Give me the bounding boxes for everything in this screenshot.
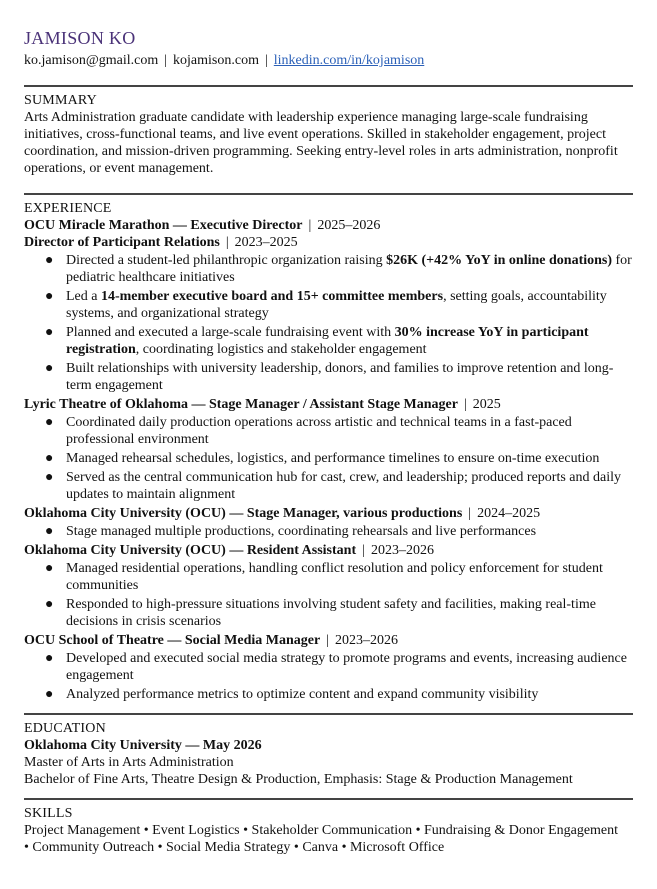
job-header bbox=[24, 632, 633, 649]
bullet-text: Built relationships with university leadership, donors, and families to improve retention and long-term engagement bbox=[66, 361, 614, 393]
job-title: OCU Miracle Marathon — Executive Director bbox=[24, 218, 303, 233]
separator: | bbox=[164, 53, 168, 68]
bullet-text: Stage managed multiple productions, coordinating rehearsals and live performances bbox=[66, 524, 537, 539]
section-divider bbox=[24, 193, 633, 195]
bullet-text: Planned and executed a large-scale fundraising event with bbox=[66, 325, 395, 340]
bullet-item bbox=[24, 650, 633, 684]
bullet-item bbox=[24, 288, 633, 322]
experience-list bbox=[24, 217, 633, 703]
bullet-text: Served as the central communication hub for cast, crew, and leadership; produced reports and daily updates to maintain alignment bbox=[66, 470, 622, 502]
job-dates: 2024–2025 bbox=[477, 506, 541, 521]
bullet-item bbox=[24, 360, 633, 394]
job-subdates: 2023–2025 bbox=[234, 235, 298, 250]
bullet-item bbox=[24, 324, 633, 358]
bullet-list bbox=[24, 252, 633, 394]
separator: | bbox=[362, 543, 365, 558]
section-divider bbox=[24, 798, 633, 800]
job-header bbox=[24, 542, 633, 559]
experience-heading: EXPERIENCE bbox=[24, 201, 112, 216]
bullet-icon: ● bbox=[45, 289, 54, 304]
bullet-text: Responded to high-pressure situations involving student safety and facilities, making real-time decisions in crisis scenarios bbox=[66, 597, 596, 629]
bullet-icon: ● bbox=[45, 415, 54, 430]
bullet-icon: ● bbox=[45, 597, 54, 612]
bullet-text: Directed a student-led philanthropic organization raising bbox=[66, 253, 387, 268]
bullet-text: Coordinated daily production operations across artistic and technical teams in a fast-paced professional environment bbox=[66, 415, 572, 447]
separator: | bbox=[468, 506, 472, 521]
bullet-item bbox=[24, 252, 633, 286]
bullet-item bbox=[24, 596, 633, 630]
bullet-text: for pediatric healthcare initiatives bbox=[66, 253, 632, 285]
bullet-text: , coordinating logistics and stakeholder engagement bbox=[135, 342, 427, 357]
bullet-text: Analyzed performance metrics to optimize content and expand community visibility bbox=[66, 687, 539, 702]
bullet-list bbox=[24, 414, 633, 503]
education-degree: Bachelor of Fine Arts, Theatre Design & Production, Emphasis: Stage & Production Management bbox=[24, 772, 573, 787]
bullet-icon: ● bbox=[45, 524, 54, 539]
bullet-icon: ● bbox=[45, 361, 54, 376]
bullet-text: Managed residential operations, handling conflict resolution and policy enforcement for student communities bbox=[66, 561, 603, 593]
education-degree: Master of Arts in Arts Administration bbox=[24, 755, 234, 770]
bullet-icon: ● bbox=[45, 470, 54, 485]
bullet-icon: ● bbox=[45, 325, 54, 340]
email-text: ko.jamison@gmail.com bbox=[24, 53, 159, 68]
bullet-item bbox=[24, 450, 633, 467]
education-school: Oklahoma City University — May 2026 bbox=[24, 738, 262, 753]
job-dates: 2025–2026 bbox=[317, 218, 381, 233]
bullet-highlight: $26K (+42% YoY in online donations) bbox=[386, 253, 613, 268]
bullet-text: Developed and executed social media strategy to promote programs and events, increasing audience engagement bbox=[66, 651, 627, 683]
summary-text: Arts Administration graduate candidate with leadership experience managing large-scale fundraising initiatives, cross-functional teams, and live event operations. Skilled in stakeholder engagement, project coordination, and mission-driven programming. Seeking entry-level roles in arts administration, nonprofit operations, or event management. bbox=[24, 110, 618, 176]
skills-heading: SKILLS bbox=[24, 806, 73, 821]
bullet-item bbox=[24, 686, 633, 703]
job-header bbox=[24, 217, 633, 234]
job-subtitle: Director of Participant Relations bbox=[24, 235, 220, 250]
section-divider bbox=[24, 713, 633, 715]
bullet-highlight: 14-member executive board and 15+ committee members bbox=[100, 289, 444, 304]
linkedin-link[interactable]: linkedin.com/in/kojamison bbox=[273, 53, 425, 68]
job-title: Oklahoma City University (OCU) — Stage Manager, various productions bbox=[24, 506, 463, 521]
education-heading: EDUCATION bbox=[24, 721, 106, 736]
bullet-highlight: 30% increase YoY in participant registration bbox=[66, 325, 589, 357]
separator: | bbox=[264, 53, 268, 68]
separator: | bbox=[225, 235, 229, 250]
job-dates: 2025 bbox=[472, 397, 501, 412]
contact-line bbox=[24, 52, 633, 69]
website-text: kojamison.com bbox=[173, 53, 259, 68]
bullet-icon: ● bbox=[45, 687, 54, 702]
bullet-list bbox=[24, 560, 633, 630]
job-dates: 2023–2026 bbox=[370, 543, 434, 558]
job-title: Oklahoma City University (OCU) — Resident Assistant bbox=[24, 543, 357, 558]
bullet-item bbox=[24, 560, 633, 594]
bullet-item bbox=[24, 469, 633, 503]
bullet-icon: ● bbox=[45, 561, 54, 576]
bullet-icon: ● bbox=[45, 253, 54, 268]
job-title: OCU School of Theatre — Social Media Manager bbox=[24, 633, 321, 648]
bullet-item bbox=[24, 414, 633, 448]
bullet-text: Managed rehearsal schedules, logistics, and performance timelines to ensure on-time execution bbox=[66, 451, 600, 466]
separator: | bbox=[308, 218, 312, 233]
separator: | bbox=[326, 633, 329, 648]
skills-line: Project Management • Event Logistics • Stakeholder Communication • Fundraising & Donor Engagement bbox=[24, 823, 619, 838]
job-dates: 2023–2026 bbox=[335, 633, 398, 648]
bullet-icon: ● bbox=[45, 451, 54, 466]
bullet-text: Led a bbox=[66, 289, 101, 304]
section-divider bbox=[24, 85, 633, 87]
candidate-name: JAMISON KO bbox=[24, 28, 136, 48]
job-header bbox=[24, 396, 633, 413]
bullet-icon: ● bbox=[45, 651, 54, 666]
bullet-list bbox=[24, 650, 633, 703]
bullet-text: , setting goals, accountability systems, and organizational strategy bbox=[66, 289, 607, 321]
job-title: Lyric Theatre of Oklahoma — Stage Manager / Assistant Stage Manager bbox=[24, 397, 458, 412]
separator: | bbox=[463, 397, 467, 412]
job-header bbox=[24, 505, 633, 522]
job-subheader bbox=[24, 234, 633, 251]
bullet-item bbox=[24, 523, 633, 540]
summary-heading: SUMMARY bbox=[24, 93, 97, 108]
bullet-list bbox=[24, 523, 633, 540]
skills-line: • Community Outreach • Social Media Strategy • Canva • Microsoft Office bbox=[24, 840, 445, 855]
